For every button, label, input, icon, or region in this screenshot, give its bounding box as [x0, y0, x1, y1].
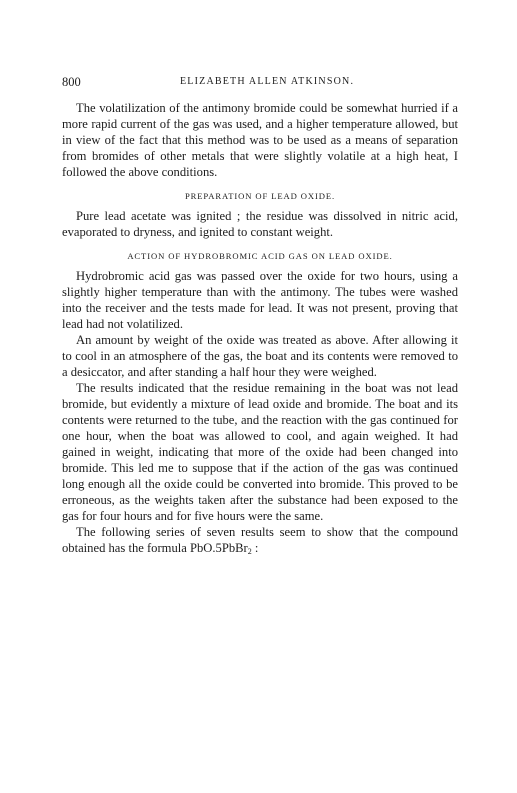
- paragraph-volatilization: The volatilization of the antimony bromide could be somewhat hurried if a more rapid current of the gas was used, and a higher temperature allowed, but in view of the fact that this method was to be used as a means of separation from bromides of other metals that were slightly volatile at a high heat, I followed the above conditions.: [62, 101, 458, 179]
- body-text: [62, 100, 458, 556]
- page-header: [62, 75, 462, 93]
- formula-colon: :: [251, 541, 259, 555]
- paragraph-formula: [62, 524, 458, 556]
- formula-sentence: The following series of seven results seem to show that the compound obtained has the formula PbO.5PbBr: [62, 525, 458, 555]
- section-heading-action: ACTION OF HYDROBROMIC ACID GAS ON LEAD OXIDE.: [127, 251, 393, 261]
- section-heading-preparation: PREPARATION OF LEAD OXIDE.: [184, 191, 336, 201]
- paragraph-lead-acetate: Pure lead acetate was ignited ; the residue was dissolved in nitric acid, evaporated to dryness, and ignited to constant weight.: [62, 209, 458, 239]
- running-head: ELIZABETH ALLEN ATKINSON.: [180, 76, 355, 87]
- page-number: 800: [62, 75, 81, 89]
- paragraph-hydrobromic-gas: Hydrobromic acid gas was passed over the oxide for two hours, using a slightly higher temperature than with the antimony. The tubes were washed into the receiver and the tests made for lead. It was not present, proving that lead had not volatilized.: [62, 269, 458, 331]
- paragraph-amount-by-weight: An amount by weight of the oxide was treated as above. After allowing it to cool in an atmosphere of the gas, the boat and its contents were removed to a desiccator, and after standing a half hour they were weighed.: [62, 333, 458, 379]
- paragraph-results: The results indicated that the residue remaining in the boat was not lead bromide, but evidently a mixture of lead oxide and bromide. The boat and its contents were returned to the tube, and the reaction with the gas continued for one hour, when the boat was allowed to cool, and again weighed. It had gained in weight, indicating that more of the oxide had been changed into bromide. This led me to suppose that if the action of the gas was continued long enough all the oxide could be converted into bromide. This proved to be erroneous, as the weights taken after the substance had been exposed to the gas for four hours and for five hours were the same.: [62, 381, 458, 523]
- formula-subscript: 2: [247, 547, 252, 556]
